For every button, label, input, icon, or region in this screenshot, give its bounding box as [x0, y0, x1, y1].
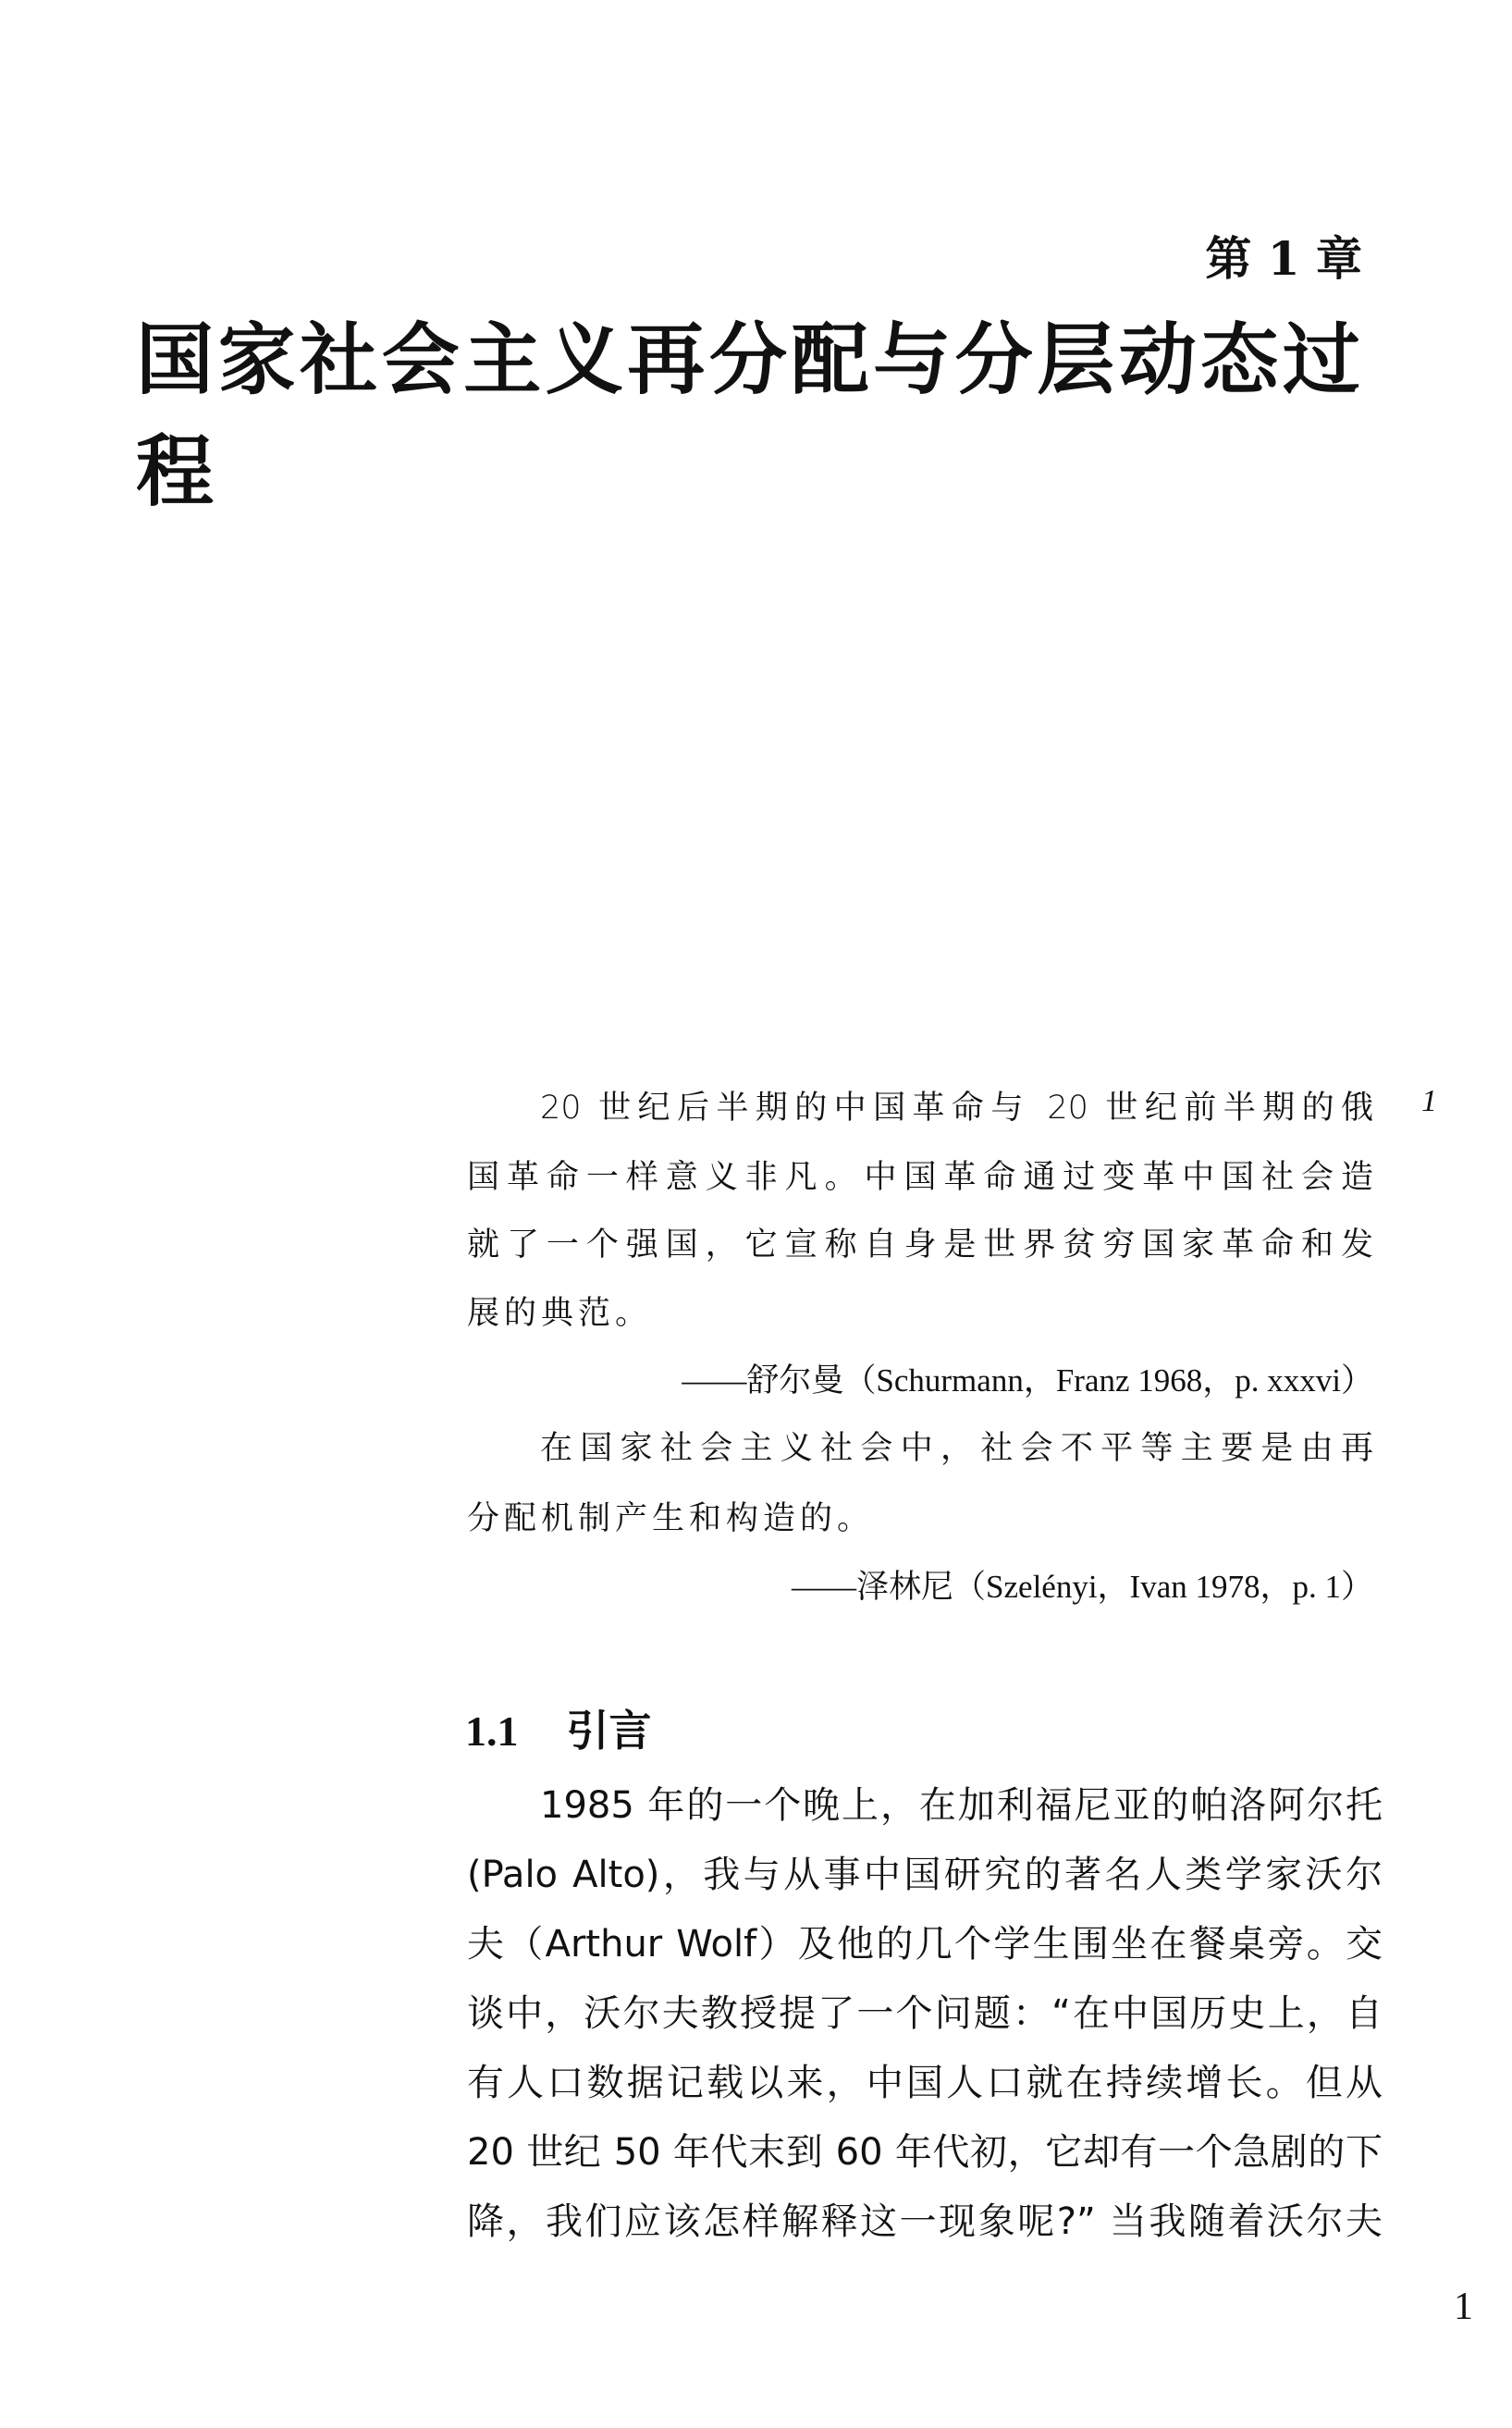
- epigraph-line: 分配机制产生和构造的。: [467, 1500, 875, 1537]
- chapter-title: 国家社会主义再分配与分层动态过程: [136, 314, 1362, 517]
- margin-page-number: 1: [1421, 1084, 1437, 1118]
- body-line: (Palo Alto)，我与从事中国研究的著名人类学家沃尔: [467, 1854, 1383, 1896]
- body-line: 1985 年的一个晚上，在加利福尼亚的帕洛阿尔托: [540, 1784, 1383, 1827]
- body-line: 夫（Arthur Wolf）及他的几个学生围坐在餐桌旁。交: [467, 1923, 1383, 1966]
- section-number: 1.1: [465, 1707, 519, 1755]
- body-line: 有人口数据记载以来，中国人口就在持续增长。但从: [467, 2062, 1383, 2104]
- epigraph-line: 展的典范。: [467, 1295, 653, 1332]
- epigraph-attribution: ——泽林尼（Szelényi，Ivan 1978，p. 1）: [792, 1569, 1373, 1605]
- epigraph-line: 就了一个强国，它宣称自身是世界贫穷国家革命和发: [467, 1226, 1373, 1263]
- epigraph-line: 20 世纪后半期的中国革命与 20 世纪前半期的俄: [540, 1090, 1373, 1127]
- page-number: 1: [1454, 2286, 1473, 2328]
- chapter-number: 第 1 章: [1205, 231, 1362, 286]
- section-heading: [465, 1697, 652, 1758]
- section-title: 引言: [566, 1706, 652, 1756]
- epigraph-attribution: ——舒尔曼（Schurmann，Franz 1968，p. xxxvi）: [682, 1362, 1373, 1399]
- body-line: 20 世纪 50 年代末到 60 年代初，它却有一个急剧的下: [467, 2131, 1383, 2174]
- body-line: 降，我们应该怎样解释这一现象呢?” 当我随着沃尔夫: [467, 2200, 1383, 2243]
- body-line: 谈中，沃尔夫教授提了一个问题：“在中国历史上，自: [467, 1992, 1383, 2035]
- epigraph-line: 国革命一样意义非凡。中国革命通过变革中国社会造: [467, 1159, 1373, 1196]
- epigraph-line: 在国家社会主义社会中，社会不平等主要是由再: [540, 1430, 1373, 1467]
